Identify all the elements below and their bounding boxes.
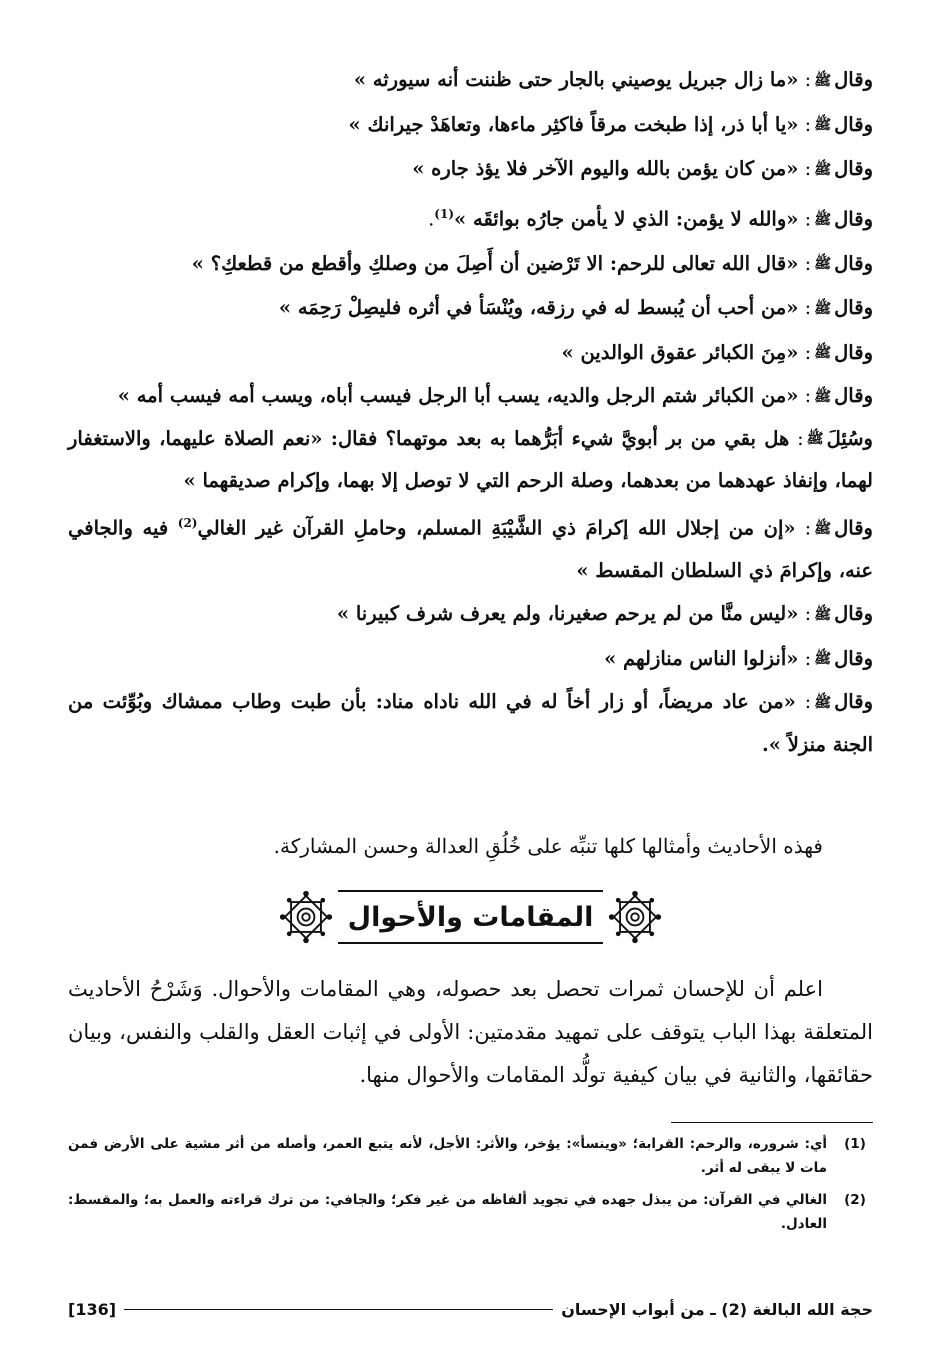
footnote-ref-2[interactable]: (2) bbox=[177, 516, 198, 530]
hadith-lead: وقال bbox=[834, 157, 873, 180]
salawat-glyph: ﷺ bbox=[814, 521, 832, 537]
hadith-lead: وقال bbox=[834, 516, 873, 540]
salawat-glyph: ﷺ bbox=[814, 651, 832, 667]
intro-text: اعلم أن للإحسان ثمرات تحصل بعد حصوله، وهي المقامات والأحوال. وَشَرْحُ الأحاديث المتعلقة بهذا الباب يتوقف على تمهيد مقدمتين: الأولى في إثبات العقل والقلب والنفس، وبيان حقائقها، والثانية في بيان كيفية تولُّد المقامات والأحوال منها. bbox=[68, 977, 873, 1087]
salawat-glyph: ﷺ bbox=[814, 388, 832, 405]
hadith-list bbox=[68, 58, 873, 766]
hadith-lead: وقال bbox=[834, 384, 873, 407]
footnote-text: أي: شروره، والرحم: القرابة؛ «وينسأ»: يؤخر، والأثر: الأجل، لأنه يتبع العمر، وأصله من أثر مشية على الأرض فمن مات لا يبقى له أثر. bbox=[68, 1136, 827, 1176]
hadith-lead: وقال bbox=[834, 112, 873, 136]
hadith-item: وقالﷺ: «من كان يؤمن بالله واليوم الآخر فلا يؤذ جاره » bbox=[68, 147, 873, 192]
hadith-item: وقالﷺ: «من الكبائر شتم الرجل والديه، يسب أبا الرجل فيسب أباه، ويسب أمه فيسب أمه » bbox=[68, 375, 873, 418]
footnote-number: (2) bbox=[844, 1192, 866, 1208]
salawat-glyph: ﷺ bbox=[814, 256, 832, 272]
hadith-lead: وقال bbox=[834, 690, 873, 713]
hadith-item: وسُئِلَﷺ: هل بقي من بر أبويَّ شيء أبَرُّهما به بعد موتهما؟ فقال: «نعم الصلاة عليهما، والاستغفار لهما، وإنفاذ عهدهما من بعدهما، وصلة الرحم التي لا توصل إلا بهما، وإكرام صديقهما » bbox=[68, 418, 873, 503]
intro-paragraph bbox=[68, 968, 873, 1097]
hadith-item: وقالﷺ: «أنزلوا الناس منازلهم » bbox=[68, 637, 873, 682]
salawat-glyph: ﷺ bbox=[814, 345, 832, 361]
hadith-text: «والله لا يؤمن: الذي لا يأمن جارُه بوائقَه » bbox=[454, 207, 799, 230]
footnote-separator bbox=[671, 1122, 873, 1123]
salawat-glyph: ﷺ bbox=[814, 694, 832, 711]
hadith-text: «من عاد مريضاً، أو زار أخاً له في الله ناداه مناد: بأن طبت وطاب ممشاك وبُوِّئت من الجنة منزلاً ». bbox=[68, 690, 873, 756]
footnote-text: الغالي في القرآن: من يبذل جهده في تجويد ألفاظه من غير فكر؛ والجافي: من ترك قراءته والعمل به؛ والمقسط: العادل. bbox=[68, 1192, 827, 1232]
salawat-glyph: ﷺ bbox=[814, 117, 832, 133]
running-title: حجة الله البالغة (2) ـ من أبواب الإحسان bbox=[561, 1299, 873, 1319]
footnotes bbox=[68, 1132, 873, 1244]
hadith-text: «إن من إجلال الله إكرامَ ذي الشَّيْبَةِ المسلم، وحاملِ القرآن غير الغالي bbox=[197, 516, 796, 540]
salawat-glyph: ﷺ bbox=[806, 431, 824, 447]
hadith-text: «من كان يؤمن بالله واليوم الآخر فلا يؤذ جاره » bbox=[412, 157, 799, 180]
hadith-text: «قال الله تعالى للرحم: الا تَرْضين أن أَصِلَ من وصلكِ وأقطع من قطعكِ؟ » bbox=[191, 251, 799, 275]
hadith-item: وقالﷺ: «من أحب أن يُبسط له في رزقه، ويُنْسَأ في أثره فليصِلْ رَحِمَه » bbox=[68, 286, 873, 331]
hadith-item: وقالﷺ: «ما زال جبريل يوصيني بالجار حتى ظننت أنه سيورثه » bbox=[68, 58, 873, 103]
footnote-item bbox=[68, 1188, 873, 1236]
hadith-lead: وقال bbox=[834, 207, 873, 230]
hadith-item: وقالﷺ: «مِنَ الكبائر عقوق الوالدين » bbox=[68, 331, 873, 376]
hadith-item: وقالﷺ: «والله لا يؤمن: الذي لا يأمن جارُه بوائقَه »$^{(1)}$. bbox=[68, 192, 873, 242]
hadith-text: «يا أبا ذر، إذا طبخت مرقاً فاكثِر ماءها، وتعاهَدْ جيرانك » bbox=[348, 112, 799, 136]
hadith-lead: وقال bbox=[834, 296, 873, 319]
footnote-item bbox=[68, 1132, 873, 1180]
closing-paragraph: فهذه الأحاديث وأمثالها كلها تنبِّه على خُلُقِ العدالة وحسن المشاركة. bbox=[273, 834, 823, 858]
footnote-ref-1[interactable]: (1) bbox=[434, 206, 455, 221]
hadith-lead: وقال bbox=[834, 602, 873, 625]
hadith-item: وقالﷺ: «إن من إجلال الله إكرامَ ذي الشَّيْبَةِ المسلم، وحاملِ القرآن غير الغالي$^{(2)}$ فيه والجافي عنه، وإكرامَ ذي السلطان المقسط » bbox=[68, 502, 873, 592]
hadith-item: وقالﷺ: «من عاد مريضاً، أو زار أخاً له في الله ناداه مناد: بأن طبت وطاب ممشاك وبُوِّئت من الجنة منزلاً ». bbox=[68, 681, 873, 766]
page-number: [136] bbox=[68, 1299, 117, 1319]
rosette-ornament-icon bbox=[607, 889, 663, 945]
section-heading-frame bbox=[278, 889, 664, 945]
hadith-text: «من الكبائر شتم الرجل والديه، يسب أبا الرجل فيسب أباه، ويسب أمه فيسب أمه » bbox=[117, 384, 799, 407]
hadith-lead: وقال bbox=[834, 251, 873, 275]
hadith-lead: وقال bbox=[834, 646, 873, 670]
hadith-text: «ما زال جبريل يوصيني بالجار حتى ظننت أنه سيورثه » bbox=[353, 68, 799, 91]
section-heading-title: المقامات والأحوال bbox=[338, 890, 604, 944]
footnote-number: (1) bbox=[844, 1136, 866, 1152]
hadith-text-after: فيه والجافي عنه، وإكرامَ ذي السلطان المقسط » bbox=[68, 516, 873, 582]
hadith-item: وقالﷺ: «قال الله تعالى للرحم: الا تَرْضين أن أَصِلَ من وصلكِ وأقطع من قطعكِ؟ » bbox=[68, 242, 873, 287]
hadith-text: «مِنَ الكبائر عقوق الوالدين » bbox=[561, 340, 799, 364]
salawat-glyph: ﷺ bbox=[814, 300, 832, 317]
rosette-ornament-icon bbox=[278, 889, 334, 945]
salawat-glyph: ﷺ bbox=[814, 211, 832, 228]
hadith-text: «أنزلوا الناس منازلهم » bbox=[604, 646, 799, 670]
page-footer bbox=[68, 1294, 873, 1324]
salawat-glyph: ﷺ bbox=[814, 161, 832, 178]
section-heading bbox=[0, 878, 941, 956]
hadith-text: «من أحب أن يُبسط له في رزقه، ويُنْسَأ في أثره فليصِلْ رَحِمَه » bbox=[278, 296, 799, 319]
hadith-lead: وقال bbox=[834, 340, 873, 364]
hadith-item: وقالﷺ: «يا أبا ذر، إذا طبخت مرقاً فاكثِر ماءها، وتعاهَدْ جيرانك » bbox=[68, 103, 873, 148]
hadith-lead: وسُئِلَ bbox=[826, 426, 873, 450]
hadith-text: هل بقي من بر أبويَّ شيء أبَرُّهما به بعد موتهما؟ فقال: «نعم الصلاة عليهما، والاستغفار لهما، وإنفاذ عهدهما من بعدهما، وصلة الرحم التي لا توصل إلا بهما، وإكرام صديقهما » bbox=[68, 426, 873, 492]
salawat-glyph: ﷺ bbox=[814, 606, 832, 623]
hadith-lead: وقال bbox=[834, 68, 873, 91]
hadith-item: وقالﷺ: «ليس منَّا من لم يرحم صغيرنا، ولم يعرف شرف كبيرنا » bbox=[68, 592, 873, 637]
hadith-text: «ليس منَّا من لم يرحم صغيرنا، ولم يعرف شرف كبيرنا » bbox=[336, 602, 799, 625]
salawat-glyph: ﷺ bbox=[814, 72, 832, 89]
hadith-text-after: . bbox=[428, 207, 435, 230]
footer-rule bbox=[124, 1309, 553, 1310]
